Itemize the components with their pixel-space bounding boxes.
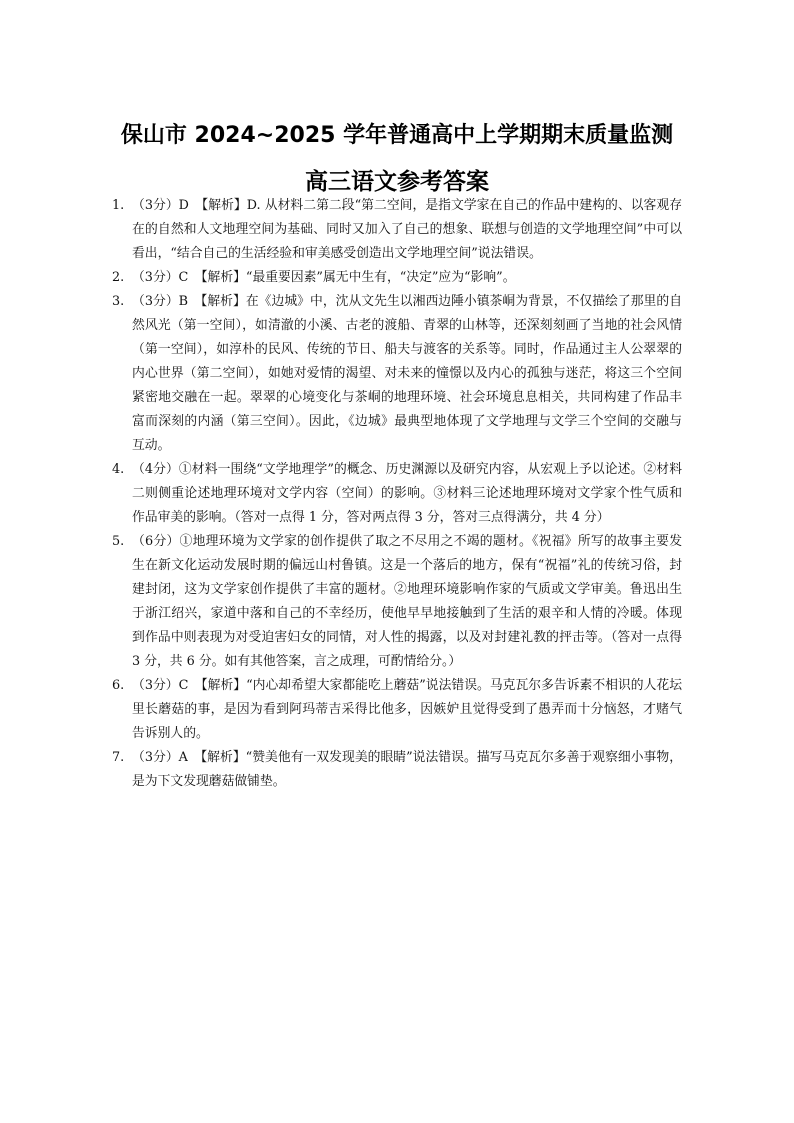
exam-title: 保山市 2024~2025 学年普通高中上学期期末质量监测	[120, 123, 674, 148]
answer-number: 1.	[112, 198, 125, 213]
answer-item-2	[112, 266, 682, 290]
answer-list	[112, 194, 682, 794]
answer-text: （3分）C 【解析】“内心却希望大家都能吃上蘑菇”说法错误。马克瓦尔多告诉素不相识的人花坛里长蘑菇的事，是因为看到阿玛蒂吉采得比他多，因嫉妒且觉得受到了愚弄而十分恼怒，才赌气告诉别人的。	[132, 678, 682, 741]
answer-item-4	[112, 458, 682, 530]
answer-number: 7.	[112, 750, 125, 765]
answer-text: （3分）D 【解析】D. 从材料二第二段“第二空间，是指文学家在自己的作品中建构的、以客观存在的自然和人文地理空间为基础、同时又加入了自己的想象、联想与创造的文学地理空间”中可以看出，“结合自己的生活经验和审美感受创造出文学地理空间”说法错误。	[132, 198, 682, 261]
answer-text: （6分）①地理环境为文学家的创作提供了取之不尽用之不竭的题材。《祝福》所写的故事主要发生在新文化运动发展时期的偏远山村鲁镇。这是一个落后的地方，保有“祝福”礼的传统习俗，封建封闭，这为文学家创作提供了丰富的题材。②地理环境影响作家的气质或文学审美。鲁迅出生于浙江绍兴，家道中落和自己的不幸经历，使他早早地接触到了生活的艰辛和人情的冷暖。体现到作品中则表现为对受迫害妇女的同情，对人性的揭露，以及对封建礼教的抨击等。（答对一点得 3 分，共 6 分。如有其他答案，言之成理，可酌情给分。）	[132, 534, 682, 669]
answer-number: 4.	[112, 462, 125, 477]
answer-item-6	[112, 674, 682, 746]
answer-number: 2.	[112, 270, 125, 285]
answer-item-7	[112, 746, 682, 794]
answer-key-subtitle: 高三语文参考答案	[305, 169, 489, 195]
answer-text: （3分）A 【解析】“赞美他有一双发现美的眼睛”说法错误。描写马克瓦尔多善于观察细小事物，是为下文发现蘑菇做铺垫。	[132, 750, 682, 789]
answer-item-5	[112, 530, 682, 674]
answer-item-3	[112, 290, 682, 458]
answer-item-1	[112, 194, 682, 266]
answer-text: （4分）①材料一围绕“文学地理学”的概念、历史渊源以及研究内容，从宏观上予以论述。②材料二则侧重论述地理环境对文学内容（空间）的影响。③材料三论述地理环境对文学家个性气质和作品审美的影响。（答对一点得 1 分，答对两点得 3 分，答对三点得满分，共 4 分）	[132, 462, 682, 525]
answer-text: （3分）B 【解析】在《边城》中，沈从文先生以湘西边陲小镇茶峒为背景，不仅描绘了那里的自然风光（第一空间），如清澈的小溪、古老的渡船、青翠的山林等，还深刻刻画了当地的社会风情（第一空间），如淳朴的民风、传统的节日、船夫与渡客的关系等。同时，作品通过主人公翠翠的内心世界（第二空间），如她对爱情的渴望、对未来的憧憬以及内心的孤独与迷茫，将这三个空间紧密地交融在一起。翠翠的心境变化与茶峒的地理环境、社会环境息息相关，共同构建了作品丰富而深刻的内涵（第三空间）。因此，《边城》最典型地体现了文学地理与文学三个空间的交融与互动。	[132, 294, 682, 453]
answer-number: 3.	[112, 294, 125, 309]
answer-text: （3分）C 【解析】“最重要因素”属无中生有，“决定”应为“影响”。	[132, 270, 516, 285]
answer-number: 6.	[112, 678, 125, 693]
answer-number: 5.	[112, 534, 125, 549]
